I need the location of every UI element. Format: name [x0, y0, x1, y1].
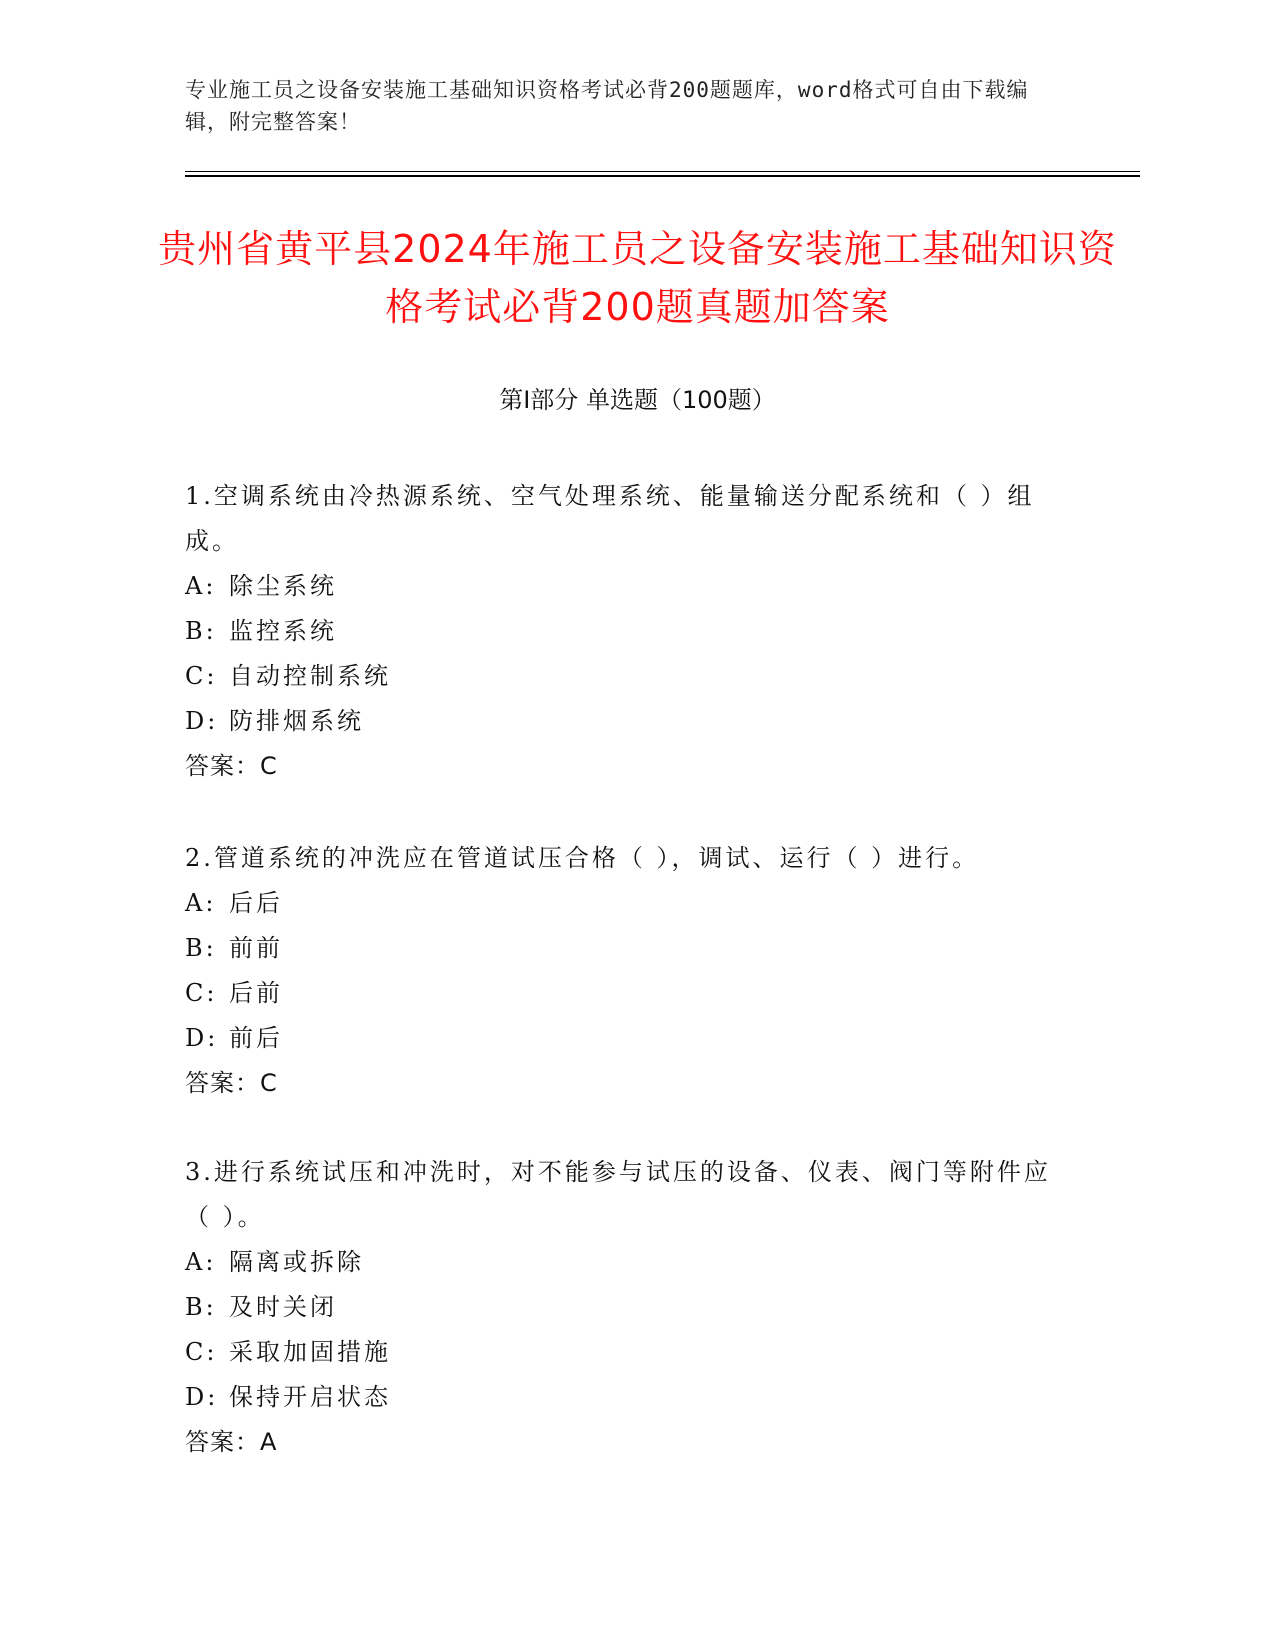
option-b: [185, 926, 1075, 971]
option-text: 后前: [229, 979, 283, 1007]
question-1: [185, 474, 1075, 789]
document-title: 贵州省黄平县2024年施工员之设备安装施工基础知识资格考试必背200题真题加答案: [158, 227, 1117, 329]
header-note: 专业施工员之设备安装施工基础知识资格考试必背200题题库，word格式可自由下载编辑，附完整答案！: [185, 78, 1029, 134]
option-text: 自动控制系统: [229, 662, 391, 690]
option-key: B:: [185, 934, 217, 962]
option-text: 前前: [229, 934, 283, 962]
section-title: 第Ⅰ部分 单选题（100题）: [499, 386, 776, 414]
answer-line: 答案：C: [185, 1069, 278, 1097]
option-key: B:: [185, 1293, 217, 1321]
answer-line: 答案：C: [185, 752, 278, 780]
header-divider-top: [185, 171, 1140, 172]
option-a: [185, 564, 1075, 609]
option-c: [185, 654, 1075, 699]
option-key: A:: [185, 572, 217, 600]
option-text: 隔离或拆除: [229, 1248, 364, 1276]
option-text: 前后: [229, 1024, 283, 1052]
option-text: 监控系统: [229, 617, 337, 645]
question-stem: 3.进行系统试压和冲洗时，对不能参与试压的设备、仪表、阀门等附件应（ ）。: [185, 1158, 1051, 1231]
option-key: D:: [185, 1024, 219, 1052]
option-key: A:: [185, 1248, 217, 1276]
option-text: 及时关闭: [229, 1293, 337, 1321]
answer-line: 答案：A: [185, 1428, 278, 1456]
option-d: [185, 1375, 1075, 1420]
option-text: 防排烟系统: [229, 707, 364, 735]
option-text: 后后: [229, 889, 283, 917]
option-key: D:: [185, 1383, 219, 1411]
option-d: [185, 1016, 1075, 1061]
option-text: 采取加固措施: [229, 1338, 391, 1366]
question-2: [185, 836, 1075, 1106]
option-key: D:: [185, 707, 219, 735]
option-c: [185, 971, 1075, 1016]
question-stem: 2.管道系统的冲洗应在管道试压合格（ ），调试、运行（ ）进行。: [185, 844, 980, 872]
option-a: [185, 1240, 1075, 1285]
option-key: B:: [185, 617, 217, 645]
option-key: C:: [185, 979, 218, 1007]
option-b: [185, 609, 1075, 654]
option-text: 除尘系统: [229, 572, 337, 600]
option-c: [185, 1330, 1075, 1375]
option-key: A:: [185, 889, 217, 917]
option-key: C:: [185, 1338, 218, 1366]
question-3: [185, 1150, 1075, 1465]
option-text: 保持开启状态: [229, 1383, 391, 1411]
option-key: C:: [185, 662, 218, 690]
header-divider-bottom: [185, 175, 1140, 177]
option-b: [185, 1285, 1075, 1330]
option-d: [185, 699, 1075, 744]
option-a: [185, 881, 1075, 926]
question-stem: 1.空调系统由冷热源系统、空气处理系统、能量输送分配系统和（ ）组成。: [185, 482, 1035, 555]
